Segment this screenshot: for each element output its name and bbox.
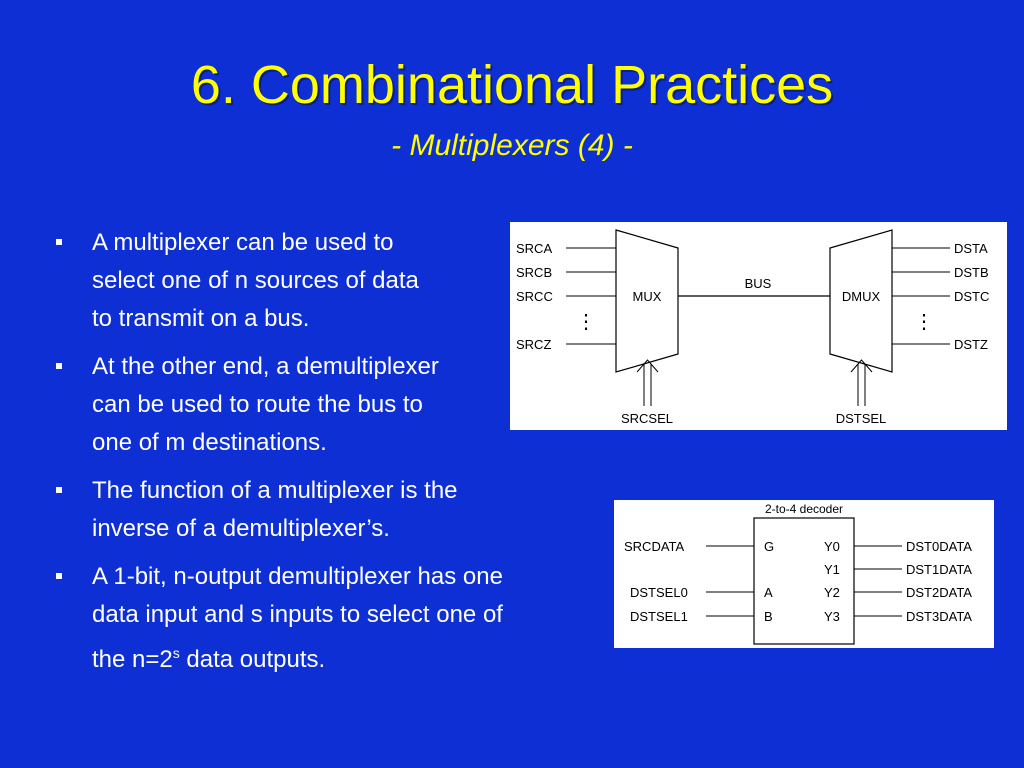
pin-y1: Y1 <box>824 562 840 577</box>
pin-g: G <box>764 539 775 554</box>
input-label-sel0: DSTSEL0 <box>630 585 688 600</box>
demux-label: DMUX <box>841 289 881 304</box>
decoder-title: 2-to-4 decoder <box>764 502 844 516</box>
mux-label: MUX <box>632 289 662 304</box>
dst-select-arrow <box>851 360 872 406</box>
dst-ellipsis: ⋮ <box>914 311 934 333</box>
slide-title: 6. Combinational Practices <box>190 55 834 115</box>
src-label-a: SRCA <box>516 241 553 256</box>
pin-a: A <box>764 585 773 600</box>
src-select-label: SRCSEL <box>620 411 674 426</box>
src-select-arrow <box>637 360 658 406</box>
output-label-1: DST1DATA <box>906 562 972 577</box>
dst-select-label: DSTSEL <box>835 411 887 426</box>
mux-demux-diagram <box>510 222 1007 430</box>
bullet-text-4-tail <box>92 634 594 679</box>
decoder-svg <box>614 500 994 648</box>
bullet-item-1 <box>54 224 512 338</box>
bullet-text-1: A multiplexer can be used to select one of n sources of data to transmit on a bus. <box>92 229 419 332</box>
decoder-diagram <box>614 500 994 648</box>
output-label-3: DST3DATA <box>906 609 972 624</box>
pin-y2: Y2 <box>824 585 840 600</box>
bullet-text-2: At the other end, a demultiplexer can be used to route the bus to one of m destinations. <box>92 353 439 456</box>
dst-label-b: DSTB <box>954 265 989 280</box>
bullet-4-suffix: data outputs. <box>179 646 326 673</box>
slide-subtitle: - Multiplexers (4) - <box>391 129 633 162</box>
input-label-data: SRCDATA <box>624 539 685 554</box>
input-label-sel1: DSTSEL1 <box>630 609 688 624</box>
pin-y0: Y0 <box>824 539 840 554</box>
bus-label: BUS <box>744 276 772 291</box>
dst-label-c: DSTC <box>954 289 990 304</box>
output-label-0: DST0DATA <box>906 539 972 554</box>
bullet-text-3: The function of a multiplexer is the inverse of a demultiplexer’s. <box>92 477 458 542</box>
pin-b: B <box>764 609 773 624</box>
bullet-4-prefix: the n=2 <box>92 646 173 673</box>
output-label-2: DST2DATA <box>906 585 972 600</box>
decoder-box <box>754 518 854 644</box>
pin-y3: Y3 <box>824 609 840 624</box>
mux-demux-svg <box>510 222 1007 430</box>
bullet-4-superscript: s <box>172 645 180 661</box>
bullet-text-4: A 1-bit, n-output demultiplexer has one data input and s inputs to select one of <box>92 563 503 628</box>
src-label-c: SRCC <box>516 289 553 304</box>
dst-label-z: DSTZ <box>954 337 988 352</box>
src-label-b: SRCB <box>516 265 553 280</box>
src-ellipsis: ⋮ <box>576 311 596 333</box>
dst-label-a: DSTA <box>954 241 988 256</box>
bullet-item-2 <box>54 348 522 462</box>
bullet-item-4 <box>54 558 594 679</box>
src-label-z: SRCZ <box>516 337 552 352</box>
bullet-item-3 <box>54 472 594 548</box>
